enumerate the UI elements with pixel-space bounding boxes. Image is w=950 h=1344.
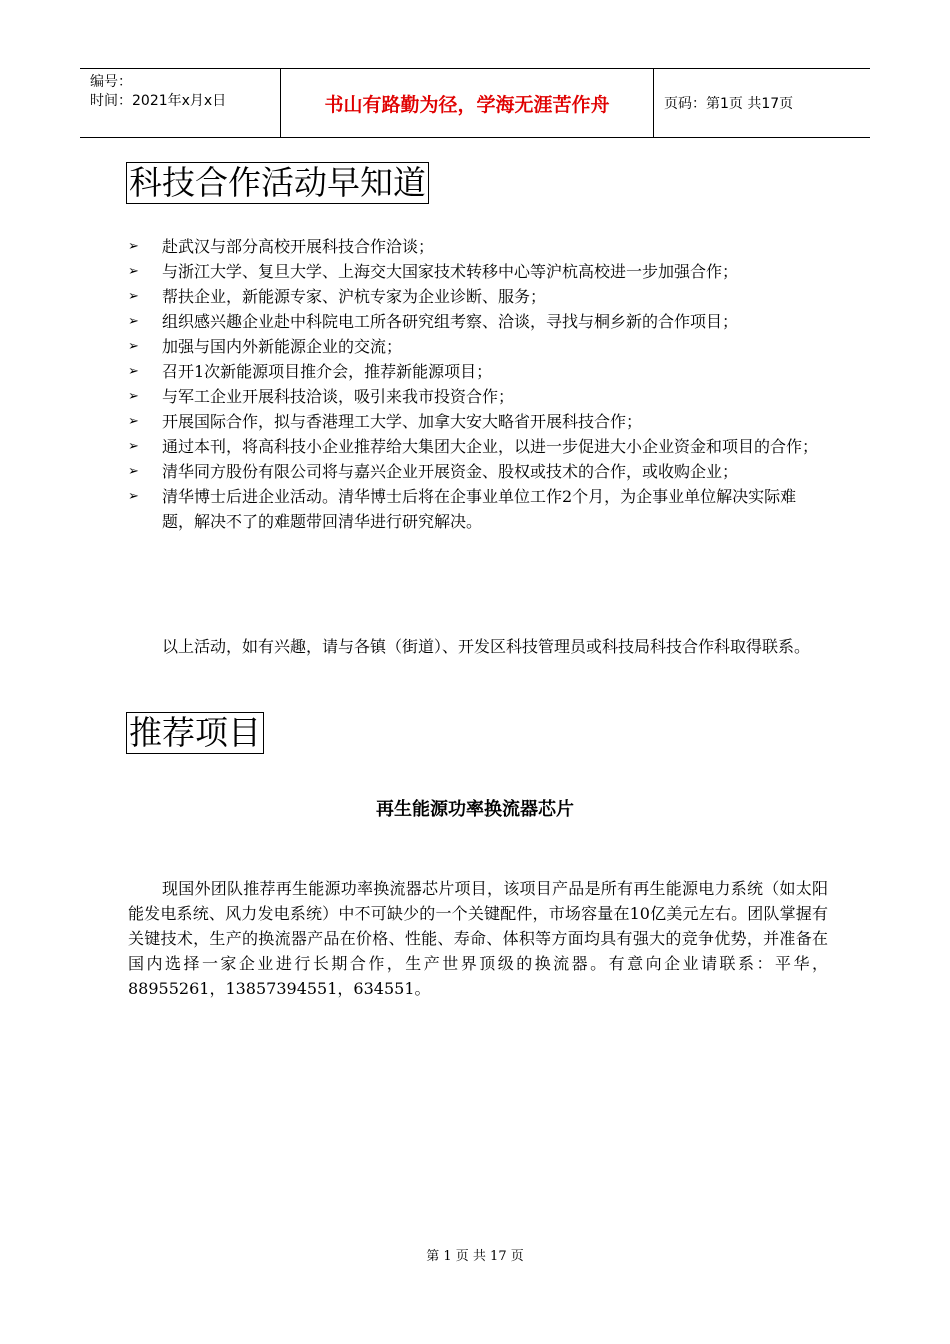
activity-item <box>128 384 828 409</box>
arrow-bullet-icon: ➢ <box>128 389 139 404</box>
arrow-bullet-icon: ➢ <box>128 439 139 454</box>
activity-item-text: 与浙江大学、复旦大学、上海交大国家技术转移中心等沪杭高校进一步加强合作； <box>162 262 739 281</box>
arrow-bullet-icon: ➢ <box>128 464 139 479</box>
activity-item <box>128 309 828 334</box>
activity-item-text: 加强与国内外新能源企业的交流； <box>162 337 403 356</box>
activity-item <box>128 359 828 384</box>
closing-paragraph: 以上活动，如有兴趣，请与各镇（街道）、开发区科技管理员或科技局科技合作科取得联系。 <box>162 637 811 656</box>
header-meta <box>80 69 281 137</box>
activity-item <box>128 234 828 259</box>
arrow-bullet-icon: ➢ <box>128 264 139 279</box>
project-body-contact: 88955261，13857394551，634551。 <box>128 979 431 998</box>
activity-item-text: 通过本刊，将高科技小企业推荐给大集团大企业，以进一步促进大小企业资金和项目的合作； <box>162 437 819 456</box>
header-motto: 书山有路勤为径，学海无涯苦作舟 <box>281 69 654 137</box>
activity-item <box>128 459 828 484</box>
header-page-info: 页码：第1页 共17页 <box>664 96 794 112</box>
time-label: 时间：2021年x月x日 <box>90 93 227 109</box>
activity-item-text: 组织感兴趣企业赴中科院电工所各研究组考察、洽谈，寻找与桐乡新的合作项目； <box>162 312 739 331</box>
project-body-main: 现国外团队推荐再生能源功率换流器芯片项目，该项目产品是所有再生能源电力系统（如太阳能发电系统、风力发电系统）中不可缺少的一个关键配件，市场容量在10亿美元左右。团队掌握有关键技术，生产的换流器产品在价格、性能、寿命、体积等方面均具有强大的竞争优势，并准备在国内选择一家企业进行长期合作，生产世界顶级的换流器。有意向企业请联系：平华， <box>128 879 828 973</box>
activity-item <box>128 434 828 459</box>
project-description <box>128 876 828 1001</box>
section-title-activities: 科技合作活动早知道 <box>126 162 429 204</box>
activity-item-text: 清华博士后进企业活动。清华博士后将在企事业单位工作2个月，为企事业单位解决实际难题，解决不了的难题带回清华进行研究解决。 <box>162 487 797 531</box>
activity-item-text: 赴武汉与部分高校开展科技合作洽谈； <box>162 237 435 256</box>
arrow-bullet-icon: ➢ <box>128 289 139 304</box>
activity-item-text: 与军工企业开展科技洽谈，吸引来我市投资合作； <box>162 387 515 406</box>
arrow-bullet-icon: ➢ <box>128 339 139 354</box>
activity-item <box>128 334 828 359</box>
activity-item <box>128 409 828 434</box>
activity-item <box>128 284 828 309</box>
activity-list <box>128 234 828 534</box>
activity-item <box>128 484 828 534</box>
number-label: 编号： <box>90 74 132 90</box>
activity-item-text: 开展国际合作，拟与香港理工大学、加拿大安大略省开展科技合作； <box>162 412 643 431</box>
page-footer: 第 1 页 共 17 页 <box>426 1249 524 1264</box>
arrow-bullet-icon: ➢ <box>128 239 139 254</box>
activity-item-text: 帮扶企业，新能源专家、沪杭专家为企业诊断、服务； <box>162 287 547 306</box>
page-header <box>80 68 870 138</box>
activity-item <box>128 259 828 284</box>
activity-item-text: 清华同方股份有限公司将与嘉兴企业开展资金、股权或技术的合作，或收购企业； <box>162 462 739 481</box>
arrow-bullet-icon: ➢ <box>128 489 139 504</box>
arrow-bullet-icon: ➢ <box>128 314 139 329</box>
project-title: 再生能源功率换流器芯片 <box>376 799 574 820</box>
arrow-bullet-icon: ➢ <box>128 414 139 429</box>
arrow-bullet-icon: ➢ <box>128 364 139 379</box>
section-title-projects: 推荐项目 <box>126 712 264 754</box>
activity-item-text: 召开1次新能源项目推介会，推荐新能源项目； <box>162 362 493 381</box>
